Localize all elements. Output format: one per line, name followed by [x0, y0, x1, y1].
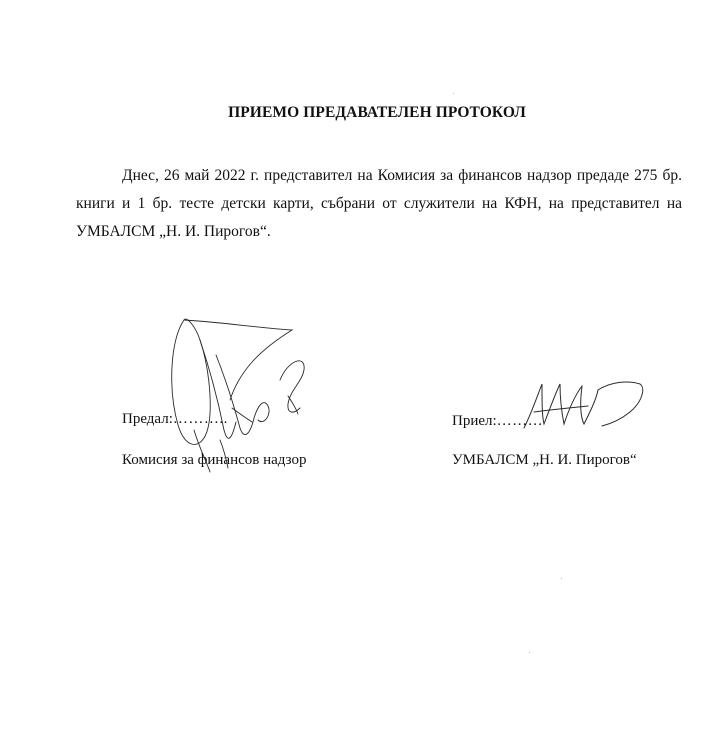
receiver-dots: ……… [496, 413, 544, 429]
receiver-organization: УМБАЛСМ „Н. И. Пирогов“ [452, 452, 637, 468]
signature-giver [160, 310, 320, 475]
document-title: ПРИЕМО ПРЕДАВАТЕЛЕН ПРОТОКОЛ [228, 104, 526, 121]
giver-label: Предал: [122, 411, 173, 427]
giver-dots: ……….. [172, 411, 228, 427]
scan-speck [561, 578, 562, 579]
receiver-label: Приел: [452, 413, 497, 429]
receiver-signature-line [452, 413, 543, 430]
giver-organization: Комисия за финансов надзор [122, 452, 307, 468]
scan-speck [529, 652, 530, 653]
scan-speck [453, 93, 454, 94]
giver-signature-line [122, 411, 228, 428]
document-body: Днес, 26 май 2022 г. представител на Комисия за финансов надзор предаде 275 бр. книги и 1 бр. тесте детски карти, събрани от служители на КФН, на представител на УМБАЛСМ „Н. И. Пирогов“. [76, 167, 682, 240]
